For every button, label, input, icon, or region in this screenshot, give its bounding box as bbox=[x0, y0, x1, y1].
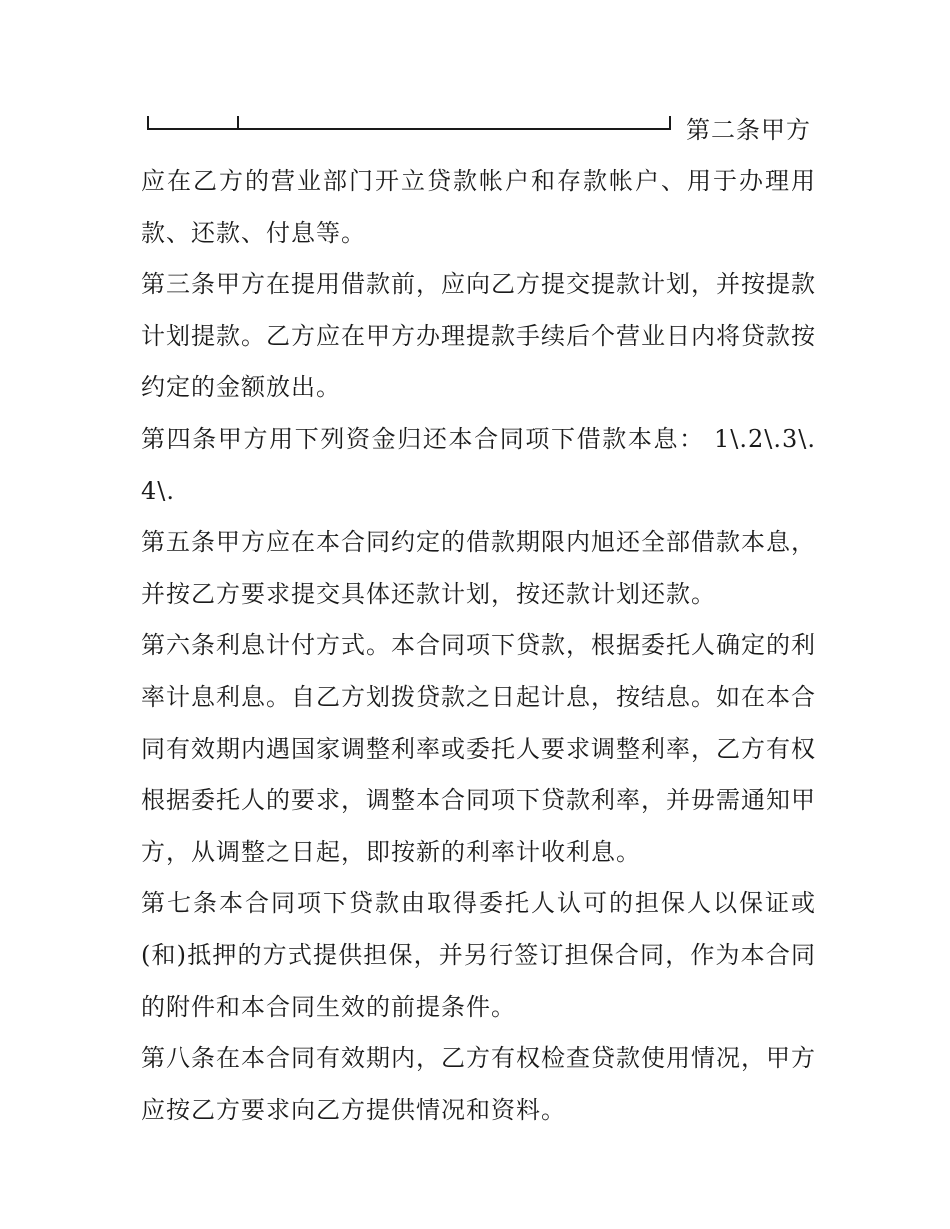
table-border-fragment bbox=[147, 114, 671, 130]
article-4: 第四条甲方用下列资金归还本合同项下借款本息： 1\.2\.3\. 4\. bbox=[141, 424, 816, 505]
table-bottom-border bbox=[147, 128, 671, 130]
first-line bbox=[141, 104, 811, 156]
article-8: 第八条在本合同有效期内，乙方有权检查贷款使用情况，甲方应按乙方要求向乙方提供情况和资料。 bbox=[141, 1044, 816, 1124]
document-body bbox=[141, 156, 816, 1136]
table-cell-divider bbox=[147, 116, 149, 130]
article-5: 第五条甲方应在本合同约定的借款期限内旭还全部借款本息，并按乙方要求提交具体还款计划，按还款计划还款。 bbox=[141, 528, 816, 608]
article-2-lead-in: 第二条甲方 bbox=[686, 116, 811, 144]
article-6: 第六条利息计付方式。本合同项下贷款，根据委托人确定的利率计息利息。自乙方划拨贷款之日起计息，按结息。如在本合同有效期内遇国家调整利率或委托人要求调整利率，乙方有权根据委托人的要求，调整本合同项下贷款利率，并毋需通知甲方，从调整之日起，即按新的利率计收利息。 bbox=[141, 631, 816, 866]
article-3: 第三条甲方在提用借款前，应向乙方提交提款计划，并按提款计划提款。乙方应在甲方办理提款手续后个营业日内将贷款按约定的金额放出。 bbox=[141, 270, 816, 402]
article-7: 第七条本合同项下贷款由取得委托人认可的担保人以保证或(和)抵押的方式提供担保，并另行签订担保合同，作为本合同的附件和本合同生效的前提条件。 bbox=[141, 889, 816, 1021]
table-cell-divider bbox=[237, 116, 239, 130]
article-2-continuation: 应在乙方的营业部门开立贷款帐户和存款帐户、用于办理用款、还款、付息等。 bbox=[141, 167, 816, 247]
table-cell-divider bbox=[669, 116, 671, 130]
